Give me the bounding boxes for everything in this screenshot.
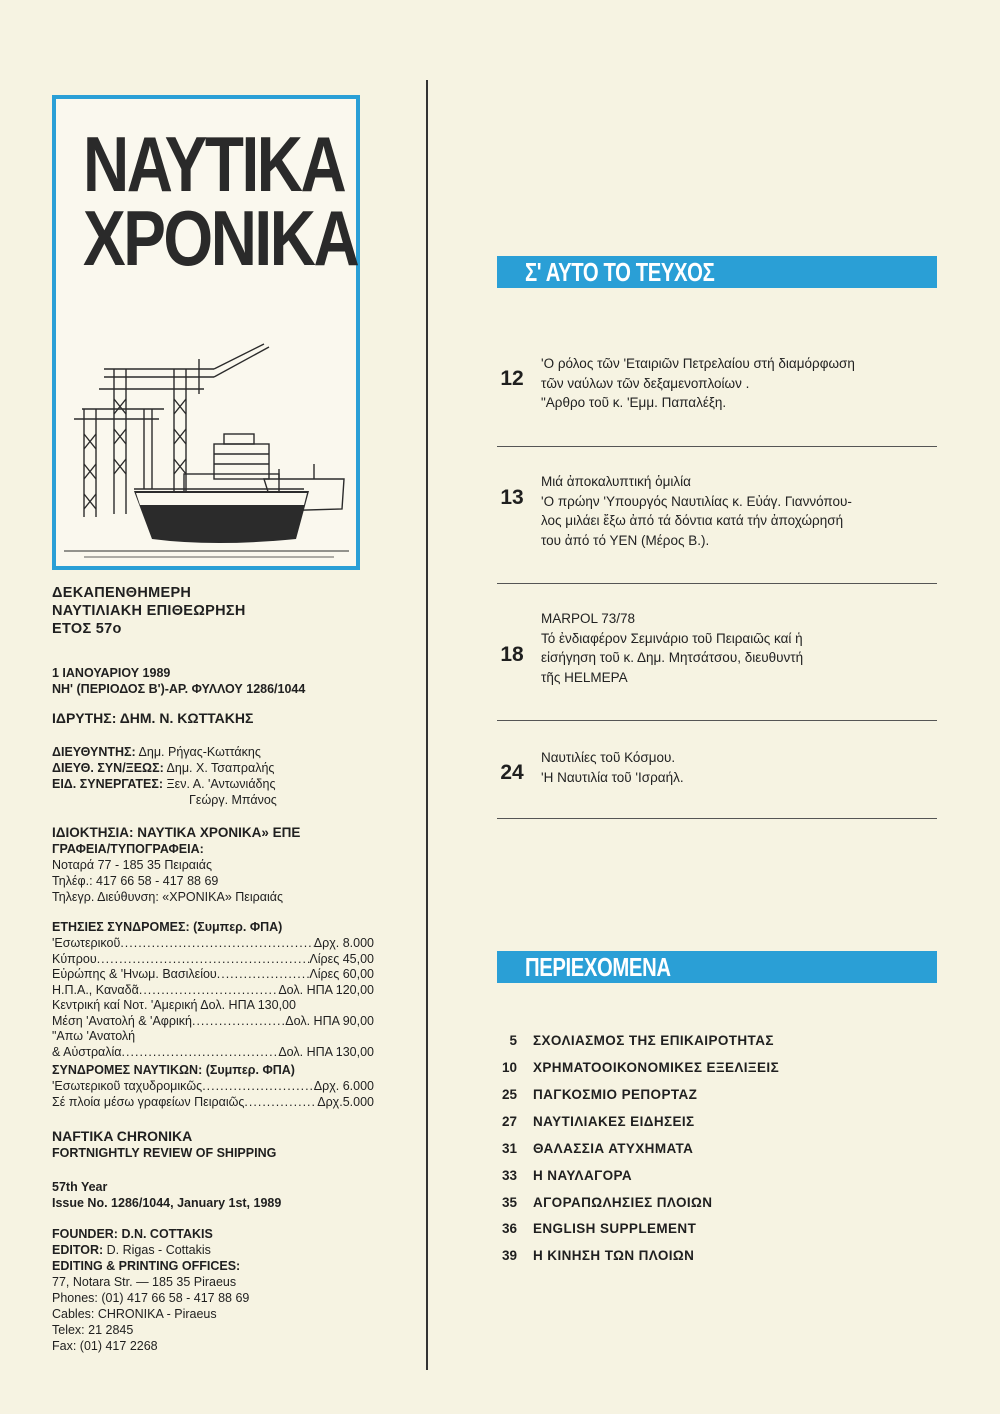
subscription-row-americas: Κεντρική καί Νοτ. 'Αμερική Δολ. ΗΠΑ 130,00 (52, 998, 296, 1012)
english-cables: Cables: CHRONIKA - Piraeus (52, 1307, 217, 1321)
contents-item[interactable]: 39 Η ΚΙΝΗΣΗ ΤΩΝ ΠΛΟΙΩΝ (501, 1247, 695, 1263)
subscription-row: Η.Π.Α., Καναδᾶ ..... Δολ. ΗΠΑ 120,00 (52, 983, 374, 999)
english-address: 77, Notara Str. — 185 35 Piraeus (52, 1275, 237, 1289)
english-editor (52, 1243, 211, 1259)
staff-director (52, 745, 261, 761)
offices-label: ΓΡΑΦΕΙΑ/ΤΥΠΟΓΡΑΦΕΙΑ: (52, 842, 204, 856)
article-summary: Ναυτιλίες τοῦ Κόσμου. 'Η Ναυτιλία τοῦ 'Ισραήλ. (541, 750, 684, 785)
subtitle-line2: ΝΑΥΤΙΛΙΑΚΗ ΕΠΙΘΕΩΡΗΣΗ (52, 603, 246, 619)
subscriptions-heading: ΕΤΗΣΙΕΣ ΣΥΝΔΡΟΜΕΣ: (Συμπερ. ΦΠΑ) (52, 920, 283, 934)
subscription-row: Κύπρου ..... Λίρες 45,00 (52, 952, 374, 968)
staff-contributors (52, 777, 276, 793)
contents-title: ΠΕΡΙΕΧΟΜΕΝΑ (525, 952, 671, 982)
english-subtitle: FORTNIGHTLY REVIEW OF SHIPPING (52, 1146, 277, 1160)
seamen-subscriptions-list (52, 1079, 374, 1110)
english-phones: Phones: (01) 417 66 58 - 417 88 69 (52, 1291, 250, 1305)
issue-date: 1 ΙΑΝΟΥΑΡΙΟΥ 1989 (52, 666, 171, 680)
masthead-title-line2: ΧΡΟΝΙΚΑ (83, 194, 358, 282)
english-editor-value: D. Rigas - Cottakis (106, 1243, 211, 1257)
english-editor-label: EDITOR: (52, 1243, 104, 1257)
contrib-value-2: Γεώργ. Μπάνος (189, 793, 277, 807)
contents-banner (497, 951, 937, 983)
subtitle-line3: ΕΤΟΣ 57ο (52, 621, 122, 637)
contents-item[interactable]: 25 ΠΑΓΚΟΣΜΙΟ ΡΕΠΟΡΤΑΖ (501, 1086, 698, 1102)
subscription-row: & Αὐστραλία ..... Δολ. ΗΠΑ 130,00 (52, 1045, 374, 1061)
ownership: ΙΔΙΟΚΤΗΣΙΑ: ΝΑΥΤΙΚΑ ΧΡΟΝΙΚΑ» ΕΠΕ (52, 825, 301, 840)
issue-number: ΝΗ' (ΠΕΡΙΟΔΟΣ Β')-ΑΡ. ΦΥΛΛΟΥ 1286/1044 (52, 682, 306, 696)
contrib-label: ΕΙΔ. ΣΥΝΕΡΓΑΤΕΣ: (52, 777, 164, 791)
director-label: ΔΙΕΥΘΥΝΤΗΣ: (52, 745, 136, 759)
subscription-row: Εὐρώπης & 'Ηνωμ. Βασιλείου ..... Λίρες 60,00 (52, 967, 374, 983)
magazine-info (52, 584, 246, 638)
masthead (52, 95, 360, 570)
editor-value: Δημ. Χ. Τσαπραλής (166, 761, 275, 775)
article-divider (497, 818, 937, 819)
editor-label: ΔΙΕΥΘ. ΣΥΝ/ΞΕΩΣ: (52, 761, 164, 775)
article-page-number: 18 (500, 643, 524, 666)
subscriptions-list (52, 936, 374, 1060)
english-title: NAFTIKA CHRONIKA (52, 1128, 193, 1144)
cable-address: Τηλεγρ. Διεύθυνση: «ΧΡΟΝΙΚΑ» Πειραιάς (52, 890, 283, 904)
article-summary: Μιά ἀποκαλυπτική ὁμιλία 'Ο πρώην 'Υπουργός Ναυτιλίας κ. Εὐάγ. Γιαννόπου- λος μιλάει ἔξω ἀπό τά δόντια κατά τήν ἀποχώρησή του ἀπό τό ΥΕΝ (Μέρος Β.). (541, 474, 852, 548)
contents-item[interactable]: 27 ΝΑΥΤΙΛΙΑΚΕΣ ΕΙΔΗΣΕΙΣ (501, 1113, 695, 1129)
address: Νοταρά 77 - 185 35 Πειραιάς (52, 858, 213, 872)
contents-item[interactable]: 35 ΑΓΟΡΑΠΩΛΗΣΙΕΣ ΠΛΟΙΩΝ (501, 1194, 713, 1210)
contents-item[interactable]: 10 ΧΡΗΜΑΤΟΟΙΚΟΝΟΜΙΚΕΣ ΕΞΕΛΙΞΕΙΣ (501, 1059, 780, 1075)
masthead-title-line1: ΝΑΥΤΙΚΑ (83, 120, 345, 208)
english-founder: FOUNDER: D.N. COTTAKIS (52, 1227, 213, 1241)
contents-item[interactable]: 33 Η ΝΑΥΛΑΓΟΡΑ (501, 1167, 633, 1183)
director-value: Δημ. Ρήγας-Κωττάκης (138, 745, 261, 759)
english-year: 57th Year (52, 1180, 108, 1194)
subscription-row: Μέση 'Ανατολή & 'Αφρική ..... Δολ. ΗΠΑ 90,00 (52, 1014, 374, 1030)
contrib-value-1: Ξεν. Α. 'Αντωνιάδης (166, 777, 276, 791)
phone: Τηλέφ.: 417 66 58 - 417 88 69 (52, 874, 219, 888)
article-page-number: 12 (500, 367, 524, 390)
subtitle-line1: ΔΕΚΑΠΕΝΘΗΜΕΡΗ (52, 585, 192, 601)
article-page-number: 13 (500, 486, 524, 509)
english-telex: Telex: 21 2845 (52, 1323, 134, 1337)
subscription-row: 'Εσωτερικοῦ ταχυδρομικῶς ..... Δρχ. 6.000 (52, 1079, 374, 1095)
column-divider (426, 80, 428, 1370)
article-divider (497, 446, 937, 447)
staff-editor (52, 761, 274, 777)
article-divider (497, 583, 937, 584)
in-this-issue-banner (497, 256, 937, 288)
article-page-number: 24 (500, 761, 524, 784)
contents-item[interactable]: 5 ΣΧΟΛΙΑΣΜΟΣ ΤΗΣ ΕΠΙΚΑΙΡΟΤΗΤΑΣ (509, 1032, 774, 1048)
in-this-issue-title: Σ' ΑΥΤΟ ΤΟ ΤΕΥΧΟΣ (525, 257, 715, 287)
founder: ΙΔΡΥΤΗΣ: ΔΗΜ. Ν. ΚΩΤΤΑΚΗΣ (52, 710, 254, 726)
article-divider (497, 720, 937, 721)
subscription-row: Σέ πλοία μέσω γραφείων Πειραιῶς ..... Δρχ.5.000 (52, 1095, 374, 1111)
english-issue: Issue No. 1286/1044, January 1st, 1989 (52, 1196, 282, 1210)
contents-item[interactable]: 36 ENGLISH SUPPLEMENT (501, 1220, 697, 1236)
subscription-row-fareast: "Απω 'Ανατολή (52, 1029, 136, 1043)
contents-item[interactable]: 31 ΘΑΛΑΣΣΙΑ ΑΤΥΧΗΜΑΤΑ (501, 1140, 694, 1156)
subscription-row: 'Εσωτερικοῦ ..... Δρχ. 8.000 (52, 936, 374, 952)
seamen-subscriptions-heading: ΣΥΝΔΡΟΜΕΣ ΝΑΥΤΙΚΩΝ: (Συμπερ. ΦΠΑ) (52, 1063, 295, 1077)
article-summary: 'Ο ρόλος τῶν 'Εταιριῶν Πετρελαίου στή διαμόρφωση τῶν ναύλων τῶν δεξαμενοπλοίων . "Αρθρο τοῦ κ. 'Εμμ. Παπαλέξη. (541, 356, 855, 410)
english-fax: Fax: (01) 417 2268 (52, 1339, 158, 1353)
english-offices: EDITING & PRINTING OFFICES: (52, 1259, 241, 1273)
harbor-cranes-ship-illustration (64, 339, 349, 569)
article-summary: MARPOL 73/78 Τό ἐνδιαφέρον Σεμινάριο τοῦ Πειραιῶς καί ἡ εἰσήγηση τοῦ κ. Δημ. Μητσάτσου, διευθυντή τῆς HELMEPA (541, 611, 804, 685)
